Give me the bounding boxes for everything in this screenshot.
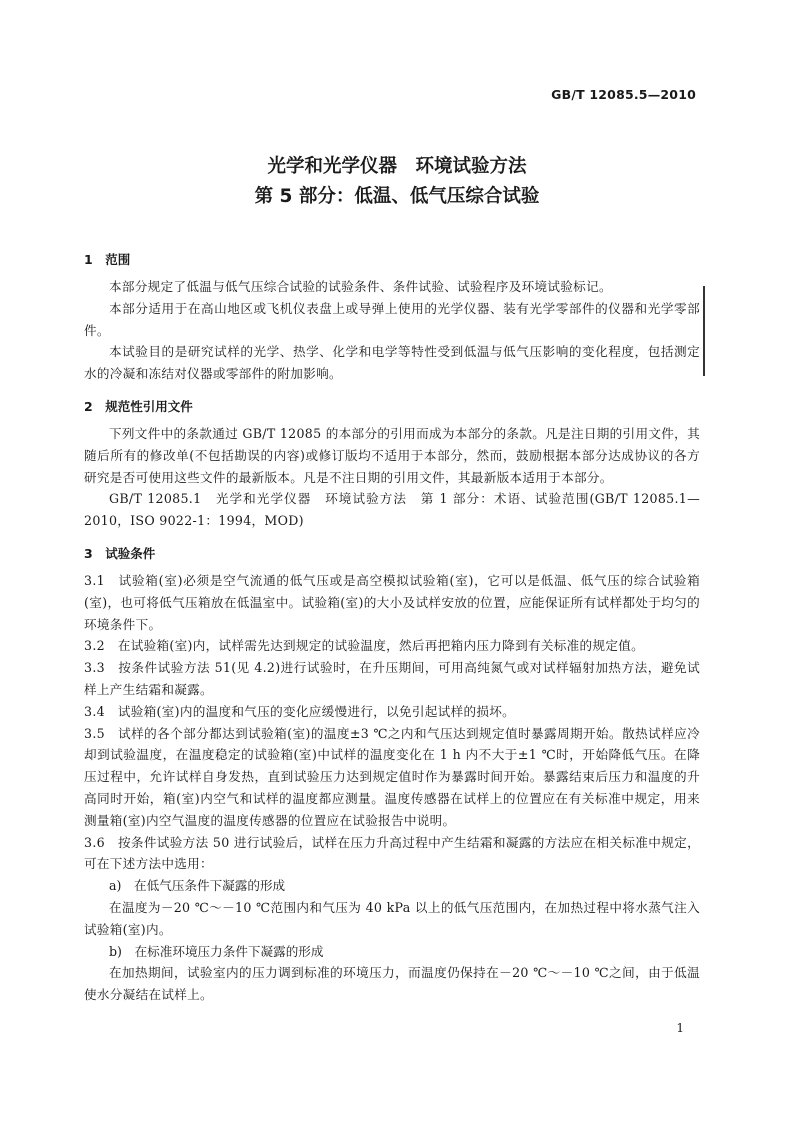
clause-number: 3.5: [84, 725, 119, 741]
section-1-paragraph-1: 本部分规定了低温与低气压综合试验的试验条件、条件试验、试验程序及环境试验标记。: [109, 279, 612, 294]
document-body: [84, 250, 700, 1006]
clause-text: 按条件试验方法 50 进行试验后，试样在压力升高过程中产生结霜和凝露的方法应在相关标准中规定，可在下述方法中选用：: [84, 834, 700, 872]
page-number: 1: [676, 1021, 684, 1035]
list-item-a-text: 在温度为－20 ℃～－10 ℃范围内和气压为 40 kPa 以上的低气压范围内，在加热过程中将水蒸气注入试验箱(室)内。: [84, 899, 700, 937]
list-item-a-label: a) 在低气压条件下凝露的形成: [109, 878, 286, 894]
clause-number: 3.6: [84, 834, 118, 850]
clause-3-6: [84, 832, 700, 876]
section-1-paragraph-2: 本部分适用于在高山地区或飞机仪表盘上或导弹上使用的光学仪器、装有光学零部件的仪器和光学零部件。: [84, 300, 700, 338]
clause-text: 试样的各个部分都达到试验箱(室)的温度±3 ℃之内和气压达到规定值时暴露周期开始。散热试样应冷却到试验温度，在温度稳定的试验箱(室)中试样的温度变化在 1 h 内不大于±1 ℃时，开始降低气压。在降压过程中，允许试样自身发热，直到试验压力达到规定值时作为暴露时间开始。暴露结束后压力和温度的升高同时开始，箱(室)内空气和试样的温度都应测量。温度传感器在试样上的位置应在有关标准中规定，用来测量箱(室)内空气温度的温度传感器的位置应在试验报告中说明。: [84, 725, 700, 828]
clause-text: 在试验箱(室)内，试样需先达到规定的试验温度，然后再把箱内压力降到有关标准的规定值。: [117, 638, 645, 654]
section-1-paragraph-3: 本试验目的是研究试样的光学、热学、化学和电学等特性受到低温与低气压影响的变化程度，包括测定水的冷凝和冻结对仪器或零部件的附加影响。: [84, 344, 700, 382]
section-2-reference: GB/T 12085.1 光学和光学仪器 环境试验方法 第 1 部分：术语、试验范围(GB/T 12085.1—2010，ISO 9022-1：1994，MOD): [84, 491, 700, 529]
title-line-2: 第 5 部分：低温、低气压综合试验: [254, 186, 540, 207]
clause-3-4: [84, 701, 700, 723]
clause-number: 3.2: [84, 638, 118, 654]
clause-3-3: [84, 657, 700, 701]
clause-number: 3.1: [84, 572, 119, 588]
section-1-heading: 1 范围: [84, 252, 131, 267]
clause-3-5: [84, 723, 700, 832]
clause-number: 3.3: [84, 660, 119, 676]
section-3-heading: 3 试验条件: [84, 545, 156, 561]
title-line-1: 光学和光学仪器 环境试验方法: [267, 156, 527, 177]
section-2-heading: 2 规范性引用文件: [84, 398, 193, 414]
list-item-b-text: 在加热期间，试验室内的压力调到标准的环境压力，而温度仍保持在－20 ℃～－10 ℃之间，由于低温使水分凝结在试样上。: [84, 965, 700, 1003]
section-2-paragraph-1: 下列文件中的条款通过 GB/T 12085 的本部分的引用而成为本部分的条款。凡是注日期的引用文件，其随后所有的修改单(不包括勘误的内容)或修订版均不适用于本部分，然而，鼓励根据本部分达成协议的各方研究是否可使用这些文件的最新版本。凡是不注日期的引用文件，其最新版本适用于本部分。: [84, 425, 700, 485]
revision-bar: [703, 286, 705, 376]
clause-3-2: [84, 635, 700, 657]
standard-number: GB/T 12085.5—2010: [551, 87, 696, 102]
clause-text: 按条件试验方法 51(见 4.2)进行试验时，在升压期间，可用高纯氮气或对试样辐射加热方法，避免试样上产生结霜和凝露。: [84, 660, 700, 697]
document-title: [0, 152, 794, 212]
clause-text: 试验箱(室)必须是空气流通的低气压或是高空模拟试验箱(室)，它可以是低温、低气压的综合试验箱(室)，也可将低气压箱放在低温室中。试验箱(室)的大小及试样安放的位置，应能保证所有试样都处于均匀的环境条件下。: [84, 572, 701, 632]
clause-3-1: [84, 570, 700, 635]
clause-number: 3.4: [84, 703, 118, 719]
clause-text: 试验箱(室)内的温度和气压的变化应缓慢进行，以免引起试样的损坏。: [117, 703, 516, 719]
list-item-b-label: b) 在标准环境压力条件下凝露的形成: [109, 943, 324, 959]
